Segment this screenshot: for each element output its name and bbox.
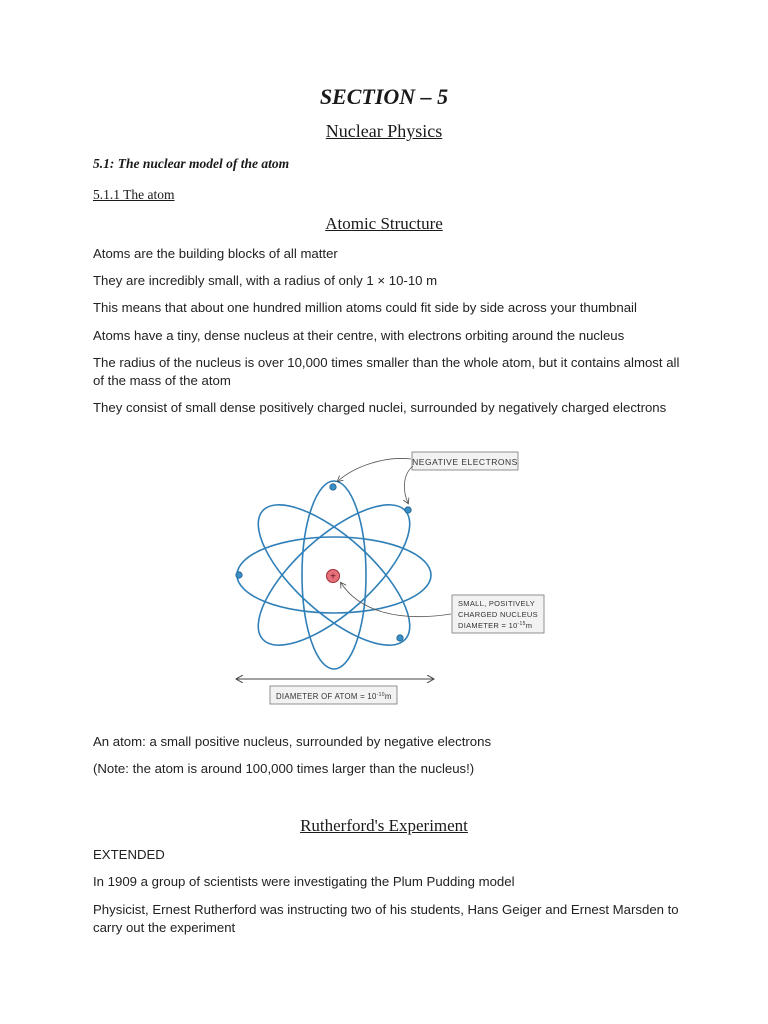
- paragraph: They are incredibly small, with a radius of only 1 × 10-10 m: [93, 273, 438, 288]
- atom-diameter-arrow: [237, 679, 433, 704]
- label-negative-electrons: [338, 452, 518, 503]
- electron: [405, 507, 411, 513]
- electron: [330, 484, 336, 490]
- subheading-the-atom: 5.1.1 The atom: [93, 187, 175, 202]
- paragraph: Physicist, Ernest Rutherford was instructing two of his students, Hans Geiger and Ernest Marsden to carry out the experiment: [93, 902, 679, 935]
- section-title: SECTION – 5: [319, 84, 449, 109]
- atom-diagram: [225, 448, 555, 723]
- rutherford-heading: Rutherford's Experiment: [300, 816, 468, 835]
- subheading-nuclear-model: 5.1: The nuclear model of the atom: [93, 156, 290, 171]
- paragraph: This means that about one hundred million atoms could fit side by side across your thumbnail: [93, 300, 637, 315]
- topic-heading: Nuclear Physics: [325, 121, 443, 141]
- svg-text:NEGATIVE ELECTRONS: NEGATIVE ELECTRONS: [412, 457, 518, 467]
- paragraph: Atoms are the building blocks of all matter: [93, 246, 338, 261]
- extended-label: EXTENDED: [93, 847, 165, 862]
- electrons: [236, 484, 411, 641]
- label-nucleus: [341, 583, 544, 633]
- paragraph: Atoms have a tiny, dense nucleus at their centre, with electrons orbiting around the nucleus: [93, 328, 625, 343]
- atomic-structure-heading: Atomic Structure: [325, 214, 443, 233]
- svg-text:SMALL, POSITIVELY: SMALL, POSITIVELY: [458, 599, 536, 608]
- paragraph: They consist of small dense positively charged nuclei, surrounded by negatively charged electrons: [93, 400, 667, 415]
- electron: [397, 635, 403, 641]
- svg-text:CHARGED NUCLEUS: CHARGED NUCLEUS: [458, 610, 538, 619]
- svg-text:DIAMETER = 10-15m: DIAMETER = $10^{-15}m$: [458, 621, 533, 630]
- electron: [236, 572, 242, 578]
- caption-atom: An atom: a small positive nucleus, surrounded by negative electrons: [93, 734, 492, 749]
- paragraph: The radius of the nucleus is over 10,000 times smaller than the whole atom, but it contains almost all of the mass of the atom: [93, 355, 680, 388]
- paragraph: In 1909 a group of scientists were investigating the Plum Pudding model: [93, 874, 515, 889]
- caption-note: (Note: the atom is around 100,000 times larger than the nucleus!): [93, 761, 475, 776]
- svg-text:DIAMETER OF ATOM = 10-10m: DIAMETER OF ATOM = $10^{-10}m$: [276, 692, 392, 701]
- svg-text:+: +: [330, 571, 336, 583]
- nucleus: [327, 570, 340, 583]
